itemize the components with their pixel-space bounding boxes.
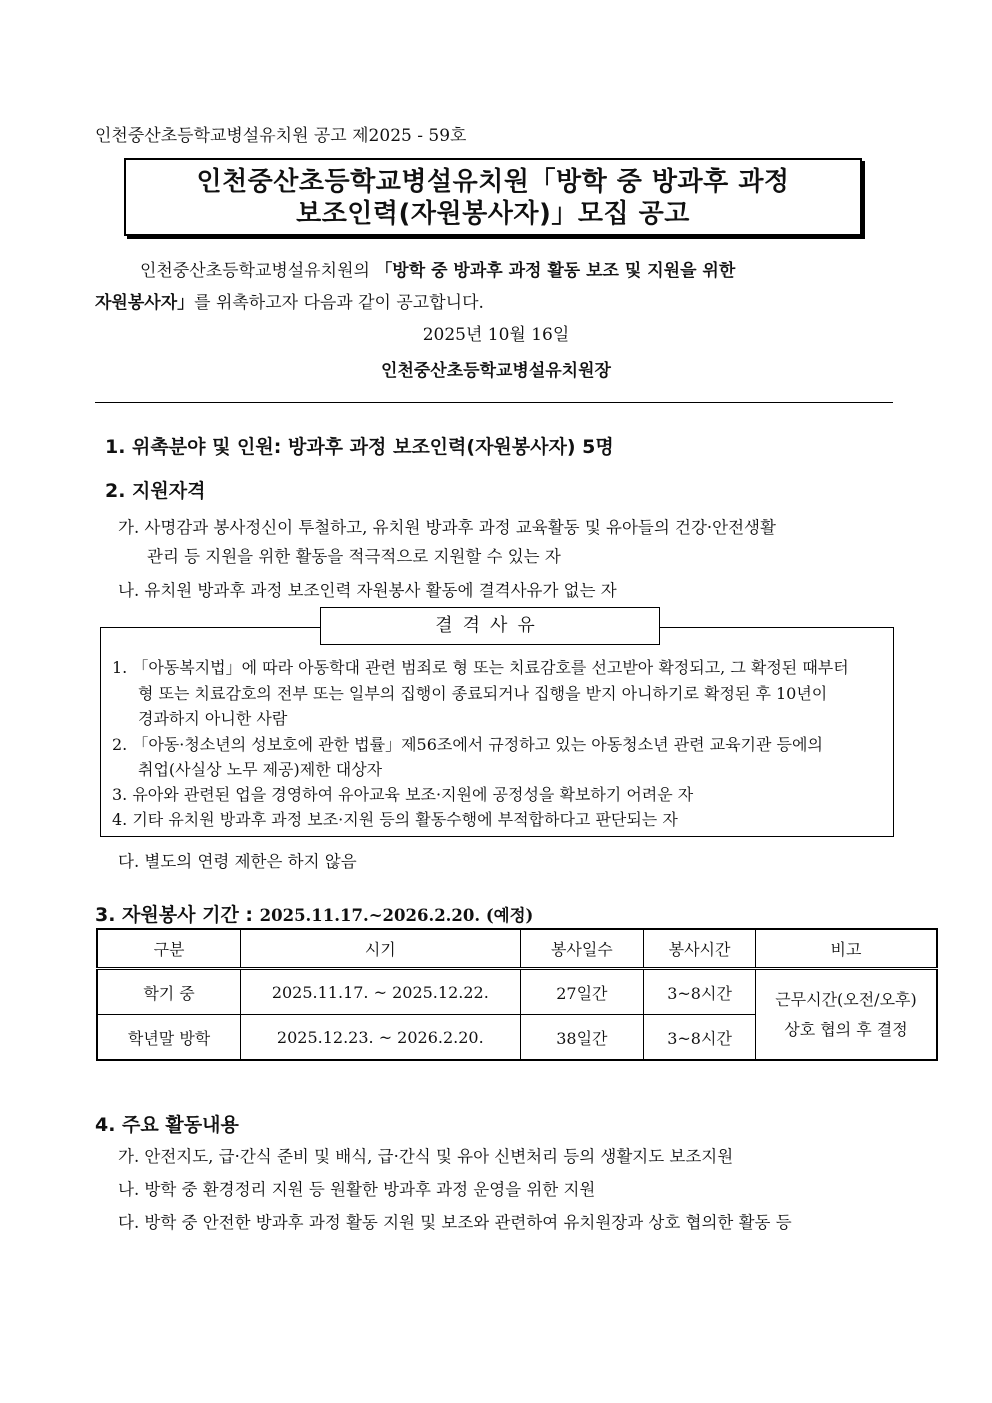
section-3-heading [95, 900, 533, 927]
section-3-period: 2025.11.17.~2026.2.20. (예정) [259, 906, 534, 925]
qualification-na: 나. 유치원 방과후 과정 보조인력 자원봉사 활동에 결격사유가 없는 자 [118, 581, 617, 600]
header-note: 비고 [755, 929, 937, 969]
disqualification-item-2: 2. 「아동·청소년의 성보호에 관한 법률」제56조에서 규정하고 있는 아동청소년 관련 교육기관 등에의 [112, 735, 823, 754]
signer: 인천중산초등학교병설유치원장 [381, 361, 611, 381]
header-days: 봉사일수 [520, 929, 644, 969]
disqualification-item-1-cont: 형 또는 치료감호의 전부 또는 일부의 집행이 종료되거나 집행을 받지 아니하기로 확정된 후 10년이 [138, 684, 828, 703]
activity-ga: 가. 안전지도, 급·간식 준비 및 배식, 급·간식 및 유아 신변처리 등의 생활지도 보조지원 [118, 1147, 734, 1166]
row-period: 2025.11.17. ~ 2025.12.22. [241, 969, 520, 1015]
disqualification-item-2-cont: 취업(사실상 노무 제공)제한 대상자 [138, 760, 383, 779]
intro-line-2 [95, 288, 484, 313]
row-period: 2025.12.23. ~ 2026.2.20. [241, 1015, 520, 1061]
title-line-1: 인천중산초등학교병설유치원「방학 중 방과후 과정 [196, 167, 790, 197]
intro-bold-2: 자원봉사자」 [95, 293, 195, 313]
qualification-da: 다. 별도의 연령 제한은 하지 않음 [118, 852, 357, 871]
row-category: 학년말 방학 [97, 1015, 241, 1061]
note-line-2: 상호 협의 후 결정 [784, 1019, 908, 1039]
title-line-2: 보조인력(자원봉사자)」모집 공고 [296, 199, 690, 229]
qualification-ga-line-2: 관리 등 지원을 위한 활동을 적극적으로 지원할 수 있는 자 [147, 547, 561, 566]
intro-suffix: 를 위촉하고자 다음과 같이 공고합니다. [194, 293, 484, 313]
header-period: 시기 [241, 929, 520, 969]
divider [95, 402, 893, 403]
row-days: 38일간 [520, 1015, 644, 1061]
section-3-label: 3. 자원봉사 기간 : [95, 904, 260, 926]
row-hours: 3~8시간 [644, 969, 756, 1015]
notice-date: 2025년 10월 16일 [422, 325, 570, 345]
row-category: 학기 중 [97, 969, 241, 1015]
disqualification-item-1: 1. 「아동복지법」에 따라 아동학대 관련 범죄로 형 또는 치료감호를 선고받아 확정되고, 그 확정된 때부터 [112, 658, 849, 677]
section-4-heading: 4. 주요 활동내용 [95, 1114, 239, 1136]
section-1-heading: 1. 위촉분야 및 인원: 방과후 과정 보조인력(자원봉사자) 5명 [105, 436, 614, 458]
header-category: 구분 [97, 929, 241, 969]
intro-line-1 [140, 256, 735, 281]
schedule-table [96, 928, 938, 1061]
row-days: 27일간 [520, 969, 644, 1015]
note-line-1: 근무시간(오전/오후) [775, 989, 917, 1009]
table-row [97, 969, 937, 1015]
disqualification-title: 결격사유 [320, 607, 660, 645]
header-hours: 봉사시간 [644, 929, 756, 969]
intro-prefix: 인천중산초등학교병설유치원의 [140, 261, 376, 281]
disqualification-item-3: 3. 유아와 관련된 업을 경영하여 유아교육 보조·지원에 공정성을 확보하기 어려운 자 [112, 785, 694, 804]
row-hours: 3~8시간 [644, 1015, 756, 1061]
section-2-heading: 2. 지원자격 [105, 480, 206, 502]
row-note [755, 969, 937, 1061]
activity-na: 나. 방학 중 환경정리 지원 등 원활한 방과후 과정 운영을 위한 지원 [118, 1180, 596, 1199]
disqualification-item-4: 4. 기타 유치원 방과후 과정 보조·지원 등의 활동수행에 부적합하다고 판단되는 자 [112, 810, 678, 829]
disqualification-item-1-cont-2: 경과하지 아니한 사람 [138, 709, 288, 728]
notice-number: 인천중산초등학교병설유치원 공고 제2025 - 59호 [95, 126, 467, 146]
table-header-row [97, 929, 937, 969]
qualification-ga-line-1: 가. 사명감과 봉사정신이 투철하고, 유치원 방과후 과정 교육활동 및 유아들의 건강·안전생활 [118, 518, 776, 537]
intro-bold-1: 「방학 중 방과후 과정 활동 보조 및 지원을 위한 [375, 261, 736, 281]
page-title [124, 158, 862, 236]
activity-da: 다. 방학 중 안전한 방과후 과정 활동 지원 및 보조와 관련하여 유치원장과 상호 협의한 활동 등 [118, 1213, 792, 1232]
